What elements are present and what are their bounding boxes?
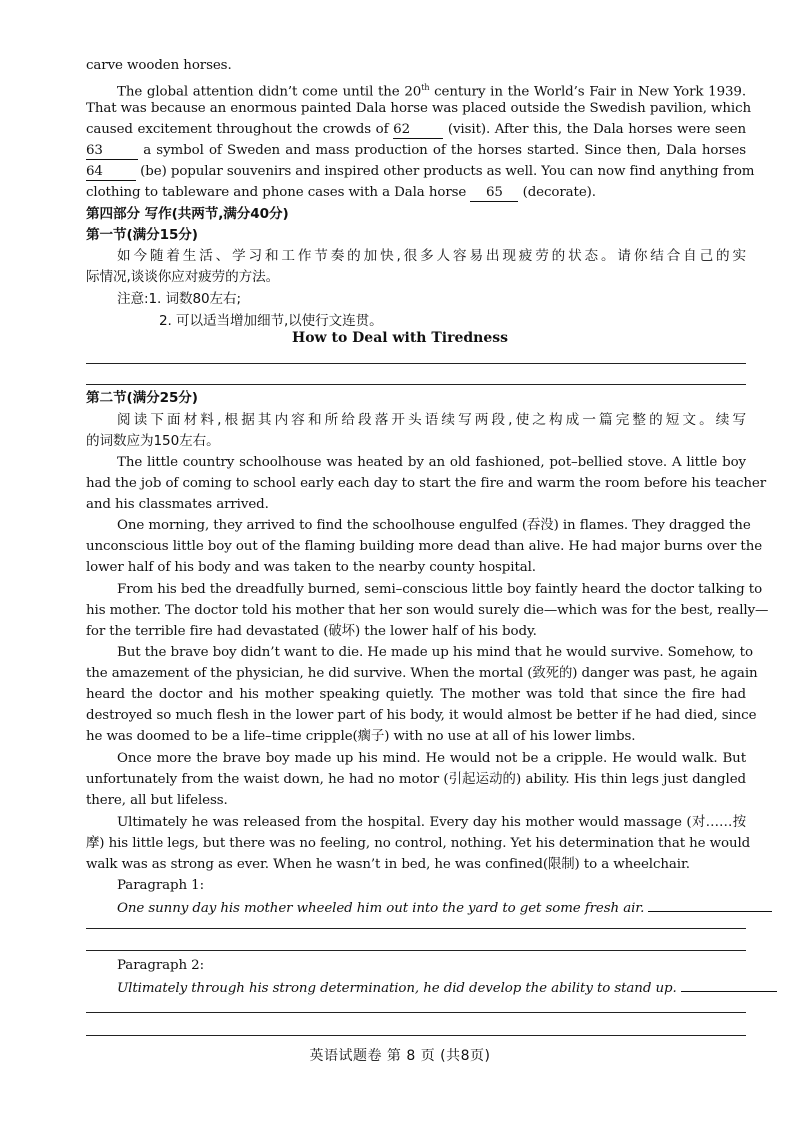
word-count-note: 注意:1. 词数80左右; bbox=[117, 291, 242, 307]
passage-line: That was because an enormous painted Dala horse was placed outside the Swedish pavilion, which bbox=[86, 101, 752, 116]
story-line: the amazement of the physician, he did survive. When the mortal (致死的) danger was past, he again bbox=[86, 666, 758, 681]
section-one-heading: 第一节(满分15分) bbox=[86, 227, 198, 243]
blank-63[interactable]: 63 bbox=[86, 143, 138, 160]
story-line: heard the doctor and his mother speaking quietly. The mother was told that since the fire had bbox=[86, 687, 746, 702]
passage-line: carve wooden horses. bbox=[86, 58, 232, 73]
story-line: The little country schoolhouse was heated by an old fashioned, pot–bellied stove. A little boy bbox=[117, 455, 746, 470]
paragraph-two-opening: Ultimately through his strong determination, he did develop the ability to stand up. bbox=[117, 977, 777, 999]
passage-line: 63 a symbol of Sweden and mass production of the horses started. Since then, Dala horses bbox=[86, 143, 746, 158]
section-one-prompt: 际情况,谈谈你应对疲劳的方法。 bbox=[86, 269, 280, 285]
answer-line[interactable] bbox=[681, 977, 777, 992]
story-line: 摩) his little legs, but there was no feeling, no control, nothing. Yet his determination that he would bbox=[86, 836, 751, 851]
passage-line: 64 (be) popular souvenirs and inspired other products as well. You can now find anything from bbox=[86, 164, 755, 179]
story-line: there, all but lifeless. bbox=[86, 793, 228, 808]
blank-65[interactable]: 65 bbox=[470, 185, 518, 202]
story-line: destroyed so much flesh in the lower part of his body, it would almost be better if he had died, since bbox=[86, 708, 757, 723]
detail-note: 2. 可以适当增加细节,以使行文连贯。 bbox=[159, 313, 383, 329]
essay-title: How to Deal with Tiredness bbox=[291, 330, 509, 346]
story-line: his mother. The doctor told his mother that her son would surely die—which was for the best, really— bbox=[86, 603, 769, 618]
paragraph-one-label: Paragraph 1: bbox=[117, 878, 205, 893]
answer-line[interactable] bbox=[86, 928, 746, 929]
answer-line[interactable] bbox=[86, 384, 746, 385]
story-line: had the job of coming to school early each day to start the fire and warm the room before his teacher bbox=[86, 476, 767, 491]
story-line: From his bed the dreadfully burned, semi–conscious little boy faintly heard the doctor talking to bbox=[117, 582, 763, 597]
blank-62[interactable]: 62 bbox=[393, 122, 443, 139]
passage-line: caused excitement throughout the crowds of 62 (visit). After this, the Dala horses were seen bbox=[86, 122, 746, 137]
section-two-prompt: 阅读下面材料,根据其内容和所给段落开头语续写两段,使之构成一篇完整的短文。续写 bbox=[117, 412, 746, 428]
paragraph-one-opening: One sunny day his mother wheeled him out into the yard to get some fresh air. bbox=[117, 897, 772, 919]
answer-line[interactable] bbox=[86, 363, 746, 364]
story-line: walk was as strong as ever. When he wasn’t in bed, he was confined(限制) to a wheelchair. bbox=[86, 857, 690, 872]
story-line: Once more the brave boy made up his mind. He would not be a cripple. He would walk. But bbox=[117, 751, 746, 766]
story-line: But the brave boy didn’t want to die. He made up his mind that he would survive. Somehow, to bbox=[117, 645, 753, 660]
story-line: unconscious little boy out of the flaming building more dead than alive. He had major burns over the bbox=[86, 539, 763, 554]
story-line: and his classmates arrived. bbox=[86, 497, 269, 512]
section-one-prompt: 如今随着生活、学习和工作节奏的加快,很多人容易出现疲劳的状态。请你结合自己的实 bbox=[117, 248, 746, 264]
paragraph-two-label: Paragraph 2: bbox=[117, 958, 205, 973]
section-two-prompt: 的词数应为150左右。 bbox=[86, 433, 220, 449]
answer-line[interactable] bbox=[86, 1012, 746, 1013]
answer-line[interactable] bbox=[86, 950, 746, 951]
page-footer: 英语试题卷 第 8 页 (共8页) bbox=[309, 1048, 491, 1064]
part-four-heading: 第四部分 写作(共两节,满分40分) bbox=[86, 206, 289, 222]
passage-line: The global attention didn’t come until the 20th century in the World’s Fair in New York 1939. bbox=[117, 83, 747, 100]
story-line: for the terrible fire had devastated (破坏) the lower half of his body. bbox=[86, 624, 537, 639]
story-line: Ultimately he was released from the hospital. Every day his mother would massage (对……按 bbox=[117, 815, 746, 830]
story-line: he was doomed to be a life–time cripple(瘸子) with no use at all of his lower limbs. bbox=[86, 729, 636, 744]
answer-line[interactable] bbox=[648, 897, 772, 912]
blank-64[interactable]: 64 bbox=[86, 164, 136, 181]
story-line: lower half of his body and was taken to the nearby county hospital. bbox=[86, 560, 536, 575]
story-line: unfortunately from the waist down, he had no motor (引起运动的) ability. His thin legs just dangled bbox=[86, 772, 746, 787]
answer-line[interactable] bbox=[86, 1035, 746, 1036]
section-two-heading: 第二节(满分25分) bbox=[86, 390, 198, 406]
story-line: One morning, they arrived to find the schoolhouse engulfed (吞没) in flames. They dragged the bbox=[117, 518, 751, 533]
passage-line: clothing to tableware and phone cases with a Dala horse 65 (decorate). bbox=[86, 185, 596, 200]
